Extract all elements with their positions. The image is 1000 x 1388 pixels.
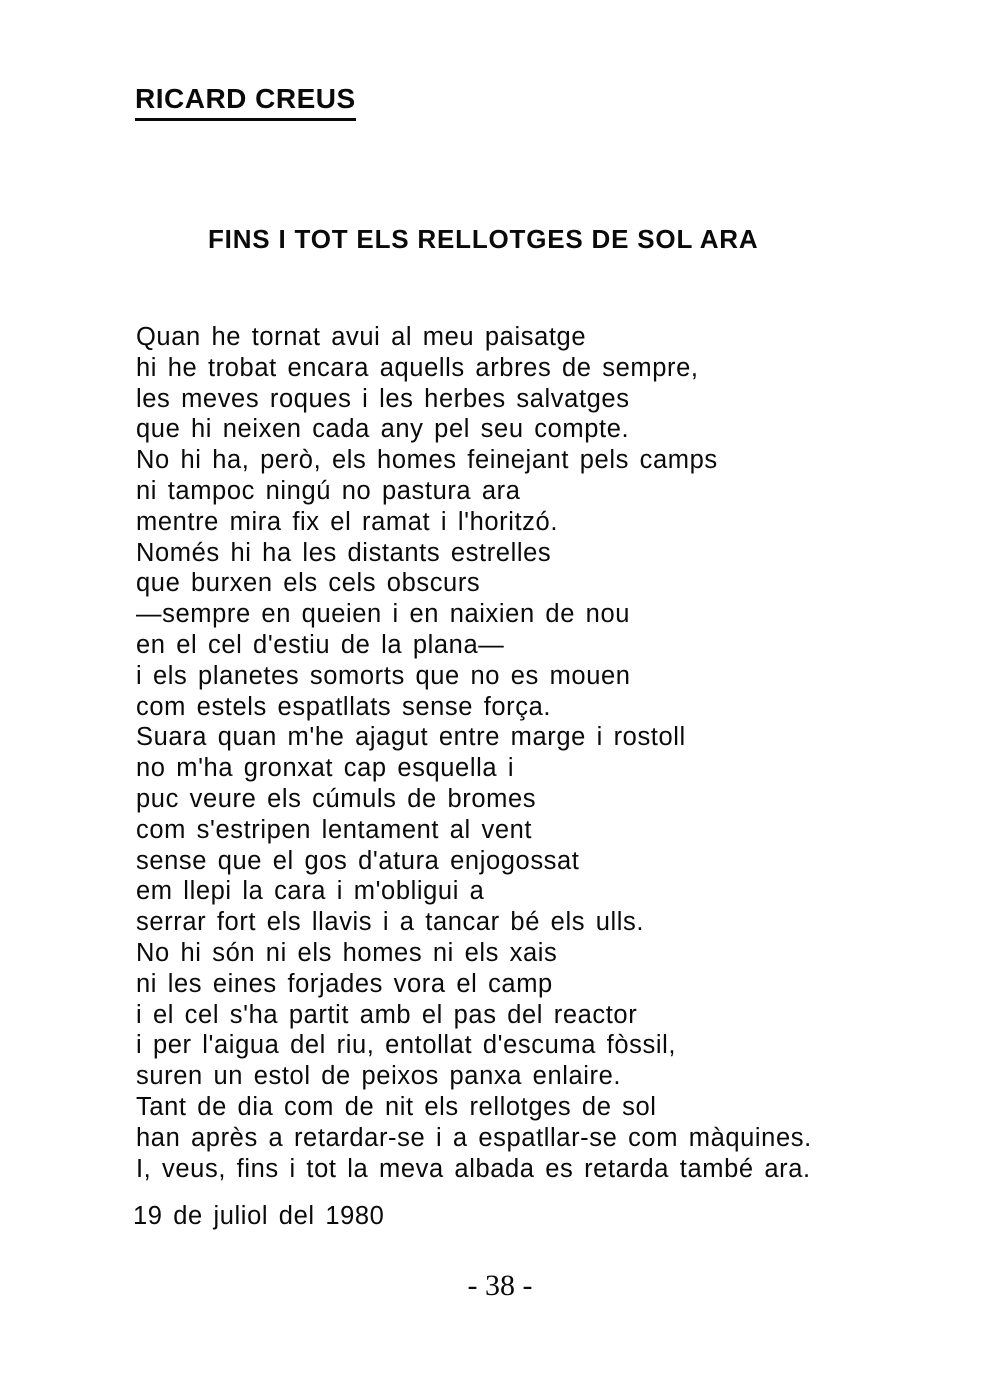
poem-line: sense que el gos d'atura enjogossat — [136, 846, 580, 875]
poem-body — [136, 322, 812, 1184]
poem-line: Quan he tornat avui al meu paisatge — [136, 323, 587, 351]
poem-line: no m'ha gronxat cap esquella i — [136, 754, 515, 783]
poem-line: ni tampoc ningú no pastura ara — [136, 476, 521, 505]
poem-line: hi he trobat encara aquells arbres de sempre, — [136, 353, 699, 382]
poem-line: les meves roques i les herbes salvatges — [136, 384, 630, 413]
author-name: RICARD CREUS — [135, 82, 356, 121]
poem-line: No hi ha, però, els homes feinejant pels camps — [136, 446, 718, 475]
poem-line: i els planetes somorts que no es mouen — [136, 661, 631, 690]
poem-line: serrar fort els llavis i a tancar bé els ulls. — [136, 908, 645, 937]
poem-line: han après a retardar-se i a espatllar-se com màquines. — [136, 1123, 812, 1152]
poem-date: 19 de juliol del 1980 — [133, 1202, 385, 1230]
poem-line: i per l'aigua del riu, entollat d'escuma fòssil, — [136, 1031, 677, 1060]
poem-line: —sempre en queien i en naixien de nou — [136, 600, 631, 629]
poem-line: en el cel d'estiu de la plana— — [136, 630, 505, 659]
poem-line: em llepi la cara i m'obligui a — [136, 877, 485, 906]
poem-line: que burxen els cels obscurs — [136, 569, 481, 598]
poem-line: suren un estol de peixos panxa enlaire. — [136, 1062, 622, 1091]
poem-line: mentre mira fix el ramat i l'horitzó. — [136, 507, 559, 536]
poem-line: Només hi ha les distants estrelles — [136, 538, 552, 567]
poem-line: Suara quan m'he ajagut entre marge i rostoll — [136, 723, 686, 752]
poem-line: com estels espatllats sense força. — [136, 692, 552, 721]
poem-line: que hi neixen cada any pel seu compte. — [136, 415, 630, 444]
poem-line: Tant de dia com de nit els rellotges de sol — [136, 1092, 657, 1121]
poem-line: puc veure els cúmuls de bromes — [136, 784, 537, 813]
poem-line: No hi són ni els homes ni els xais — [136, 938, 558, 967]
poem-line: ni les eines forjades vora el camp — [136, 969, 553, 998]
poem-title: FINS I TOT ELS RELLOTGES DE SOL ARA — [208, 224, 759, 254]
poem-line: I, veus, fins i tot la meva albada es retarda també ara. — [136, 1154, 811, 1183]
poem-line: i el cel s'ha partit amb el pas del reactor — [136, 1000, 638, 1029]
poem-line: com s'estripen lentament al vent — [136, 815, 533, 844]
page-number: - 38 - — [467, 1269, 533, 1302]
